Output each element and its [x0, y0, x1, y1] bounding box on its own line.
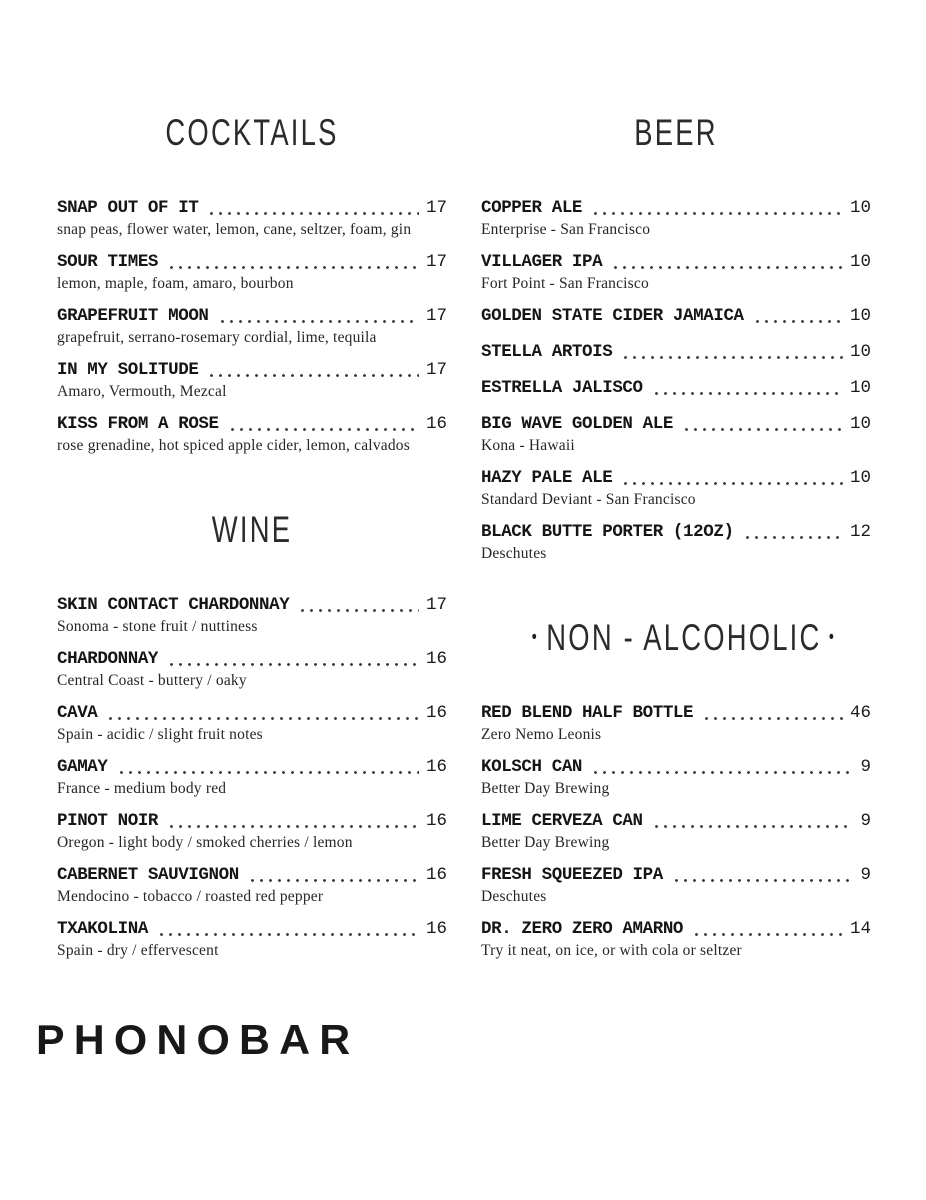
item-name: RED BLEND HALF BOTTLE	[481, 703, 694, 723]
dotted-leader	[117, 771, 419, 774]
item-description: grapefruit, serrano-rosemary cordial, lime, tequila	[57, 329, 377, 346]
item-price: 9	[860, 811, 871, 831]
item-price: 10	[849, 198, 871, 218]
item-description: Fort Point - San Francisco	[481, 275, 649, 292]
bullet-icon: •	[828, 627, 837, 648]
section-title-text: BEER	[634, 112, 718, 153]
section-title	[108, 112, 397, 154]
item-description: Try it neat, on ice, or with cola or seltzer	[481, 942, 742, 959]
dotted-leader	[167, 825, 419, 828]
menu-item	[57, 865, 447, 906]
item-name: CABERNET SAUVIGNON	[57, 865, 239, 885]
item-description: Spain - dry / effervescent	[57, 942, 219, 959]
item-price: 17	[425, 252, 447, 272]
menu-item-row	[481, 703, 871, 724]
item-name: COPPER ALE	[481, 198, 583, 218]
menu-item	[481, 919, 871, 960]
dotted-leader	[207, 374, 419, 377]
item-price: 17	[425, 198, 447, 218]
menu-column-left	[57, 112, 447, 973]
menu-item	[57, 757, 447, 798]
menu-item-row	[57, 414, 447, 435]
menu-item	[481, 198, 871, 239]
item-name: CHARDONNAY	[57, 649, 159, 669]
item-description: Oregon - light body / smoked cherries / lemon	[57, 834, 353, 851]
brand-logo: PHONOBAR	[36, 1016, 360, 1063]
dotted-leader	[682, 428, 843, 431]
menu-item	[57, 919, 447, 960]
item-price: 12	[849, 522, 871, 542]
item-description: Kona - Hawaii	[481, 437, 575, 454]
menu-item	[481, 703, 871, 744]
dotted-leader	[692, 933, 843, 936]
menu-item-row	[481, 919, 871, 940]
item-name: SNAP OUT OF IT	[57, 198, 199, 218]
dotted-leader	[167, 663, 419, 666]
menu-item-row	[57, 306, 447, 327]
item-description: Deschutes	[481, 545, 547, 562]
dotted-leader	[591, 212, 843, 215]
dotted-leader	[652, 392, 843, 395]
menu-item	[57, 811, 447, 852]
menu-item-row	[57, 865, 447, 886]
item-description: Deschutes	[481, 888, 547, 905]
dotted-leader	[652, 825, 854, 828]
item-price: 16	[425, 811, 447, 831]
menu-item	[57, 198, 447, 239]
menu-item	[57, 649, 447, 690]
item-name: KISS FROM A ROSE	[57, 414, 219, 434]
item-name: TXAKOLINA	[57, 919, 148, 939]
menu-item-row	[481, 811, 871, 832]
item-price: 16	[425, 919, 447, 939]
dotted-leader	[743, 536, 843, 539]
item-price: 9	[860, 757, 871, 777]
section-items	[481, 198, 871, 563]
section-items	[57, 595, 447, 960]
item-price: 10	[849, 342, 871, 362]
dotted-leader	[591, 771, 853, 774]
item-name: SOUR TIMES	[57, 252, 159, 272]
item-description: Sonoma - stone fruit / nuttiness	[57, 618, 258, 635]
item-description: Zero Nemo Leonis	[481, 726, 602, 743]
item-description: Central Coast - buttery / oaky	[57, 672, 247, 689]
item-price: 46	[849, 703, 871, 723]
item-name: SKIN CONTACT CHARDONNAY	[57, 595, 290, 615]
item-name: BIG WAVE GOLDEN ALE	[481, 414, 673, 434]
item-name: DR. ZERO ZERO AMARNO	[481, 919, 684, 939]
item-description: Enterprise - San Francisco	[481, 221, 651, 238]
item-description: lemon, maple, foam, amaro, bourbon	[57, 275, 294, 292]
menu-column-right	[481, 112, 871, 973]
section-title	[108, 509, 397, 551]
menu-item	[481, 378, 871, 399]
item-price: 17	[425, 306, 447, 326]
item-price: 17	[425, 595, 447, 615]
item-description: rose grenadine, hot spiced apple cider, lemon, calvados	[57, 437, 410, 454]
item-name: KOLSCH CAN	[481, 757, 583, 777]
item-price: 10	[849, 252, 871, 272]
menu-item	[57, 306, 447, 347]
section-items	[57, 198, 447, 455]
menu-item-row	[57, 703, 447, 724]
menu-item-row	[481, 414, 871, 435]
menu-item-row	[57, 919, 447, 940]
item-name: IN MY SOLITUDE	[57, 360, 199, 380]
menu-item	[57, 360, 447, 401]
item-name: GOLDEN STATE CIDER JAMAICA	[481, 306, 744, 326]
item-name: BLACK BUTTE PORTER (12OZ)	[481, 522, 734, 542]
section-title-text: COCKTAILS	[165, 112, 339, 153]
item-name: VILLAGER IPA	[481, 252, 603, 272]
menu-item-row	[481, 865, 871, 886]
menu-item-row	[481, 198, 871, 219]
dotted-leader	[207, 212, 419, 215]
menu-item	[57, 414, 447, 455]
item-name: CAVA	[57, 703, 98, 723]
menu-item-row	[57, 757, 447, 778]
item-price: 16	[425, 703, 447, 723]
menu-item-row	[57, 811, 447, 832]
dotted-leader	[621, 482, 843, 485]
section-wine	[57, 509, 447, 960]
item-description: snap peas, flower water, lemon, cane, seltzer, foam, gin	[57, 221, 412, 238]
item-price: 17	[425, 360, 447, 380]
menu-item	[481, 414, 871, 455]
item-price: 9	[860, 865, 871, 885]
dotted-leader	[611, 266, 843, 269]
menu-item	[481, 757, 871, 798]
item-name: GRAPEFRUIT MOON	[57, 306, 209, 326]
item-price: 16	[425, 414, 447, 434]
menu-item	[481, 522, 871, 563]
item-name: HAZY PALE ALE	[481, 468, 613, 488]
dotted-leader	[702, 717, 843, 720]
dotted-leader	[672, 879, 854, 882]
menu-item	[481, 306, 871, 327]
item-price: 16	[425, 649, 447, 669]
menu-item-row	[57, 649, 447, 670]
menu-item-row	[57, 198, 447, 219]
menu-item	[57, 252, 447, 293]
section-cocktails	[57, 112, 447, 455]
section-beer	[481, 112, 871, 563]
menu-item-row	[57, 252, 447, 273]
section-items	[481, 703, 871, 960]
menu-item	[481, 811, 871, 852]
menu-item	[57, 703, 447, 744]
menu-item	[481, 865, 871, 906]
item-price: 14	[849, 919, 871, 939]
dotted-leader	[753, 320, 843, 323]
section-title-text: NON - ALCOHOLIC	[546, 617, 822, 658]
item-description: Standard Deviant - San Francisco	[481, 491, 696, 508]
item-description: Spain - acidic / slight fruit notes	[57, 726, 263, 743]
item-name: LIME CERVEZA CAN	[481, 811, 643, 831]
dotted-leader	[228, 428, 419, 431]
item-price: 10	[849, 378, 871, 398]
menu-item	[481, 342, 871, 363]
item-name: GAMAY	[57, 757, 108, 777]
section-title-text: WINE	[211, 509, 293, 550]
bullet-icon: •	[531, 627, 539, 648]
item-price: 16	[425, 757, 447, 777]
item-price: 10	[849, 306, 871, 326]
item-description: Mendocino - tobacco / roasted red pepper	[57, 888, 324, 905]
menu-item-row	[481, 306, 871, 327]
dotted-leader	[621, 356, 843, 359]
menu-item-row	[481, 468, 871, 489]
item-price: 16	[425, 865, 447, 885]
item-name: ESTRELLA JALISCO	[481, 378, 643, 398]
menu-item	[57, 595, 447, 636]
section-title	[532, 112, 821, 154]
section-non-alcoholic	[481, 617, 871, 960]
item-description: Better Day Brewing	[481, 834, 610, 851]
item-description: France - medium body red	[57, 780, 227, 797]
item-description: Amaro, Vermouth, Mezcal	[57, 383, 227, 400]
item-name: STELLA ARTOIS	[481, 342, 613, 362]
dotted-leader	[248, 879, 419, 882]
menu-item-row	[481, 757, 871, 778]
dotted-leader	[167, 266, 419, 269]
menu-item-row	[481, 378, 871, 399]
dotted-leader	[218, 320, 419, 323]
dotted-leader	[106, 717, 419, 720]
menu-item-row	[481, 522, 871, 543]
dotted-leader	[298, 609, 419, 612]
item-price: 10	[849, 414, 871, 434]
item-name: FRESH SQUEEZED IPA	[481, 865, 663, 885]
section-title	[531, 617, 837, 659]
menu-item	[481, 468, 871, 509]
item-name: PINOT NOIR	[57, 811, 159, 831]
menu-item-row	[57, 360, 447, 381]
menu-item-row	[57, 595, 447, 616]
item-description: Better Day Brewing	[481, 780, 610, 797]
menu-item	[481, 252, 871, 293]
item-price: 10	[849, 468, 871, 488]
menu-item-row	[481, 342, 871, 363]
dotted-leader	[157, 933, 419, 936]
menu-item-row	[481, 252, 871, 273]
